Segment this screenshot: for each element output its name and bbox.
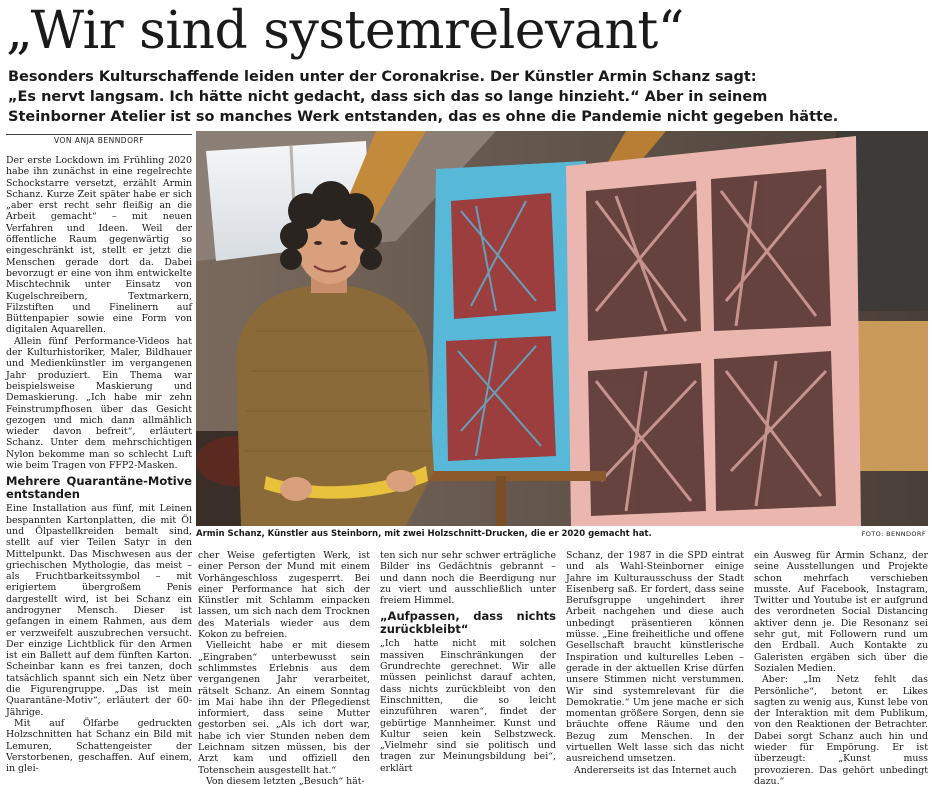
paragraph: Allein fünf Performance-Videos hat der Kulturhistoriker, Maler, Bildhauer und Medienkünstler im vergangenen Jahr produziert. Ein Thema war beispielsweise Maskierung und Demaskierung. „Ich habe mir zehn Feinstrumpfhosen über das Gesicht gezogen und mich dann allmählich wieder davon befreit“, erläutert Schanz. Unter dem mehrschichtigen Nylon bekomme man so schlecht Luft wie beim Tragen von FFP2-Masken. xyxy=(6,335,192,472)
paragraph: cher Weise gefertigten Werk, ist einer Person der Mund mit einem Vorhängeschloss zugesperrt. Bei einer Performance hat sich der Künstler mit Schlamm einpacken lassen, um sich nach dem Trocknen des Materials wieder aus dem Kokon zu befreien. xyxy=(198,550,370,641)
subheadline xyxy=(8,67,928,127)
subheadline-line: Steinborner Atelier ist so manches Werk entstanden, das es ohne die Pandemie nicht gegeben hätte. xyxy=(8,109,839,125)
paragraph: ein Ausweg für Armin Schanz, der seine Ausstellungen und Projekte schon mehrfach verschieben musste. Auf Facebook, Instagram, Twitter und Youtube ist er aufgrund des verordneten Social Distancing aktiver denn je. Die Resonanz sei sehr gut, mit Followern rund um den Erdball. Auch Kontakte zu Galeristen ergäben sich über die Sozialen Medien. xyxy=(754,550,928,674)
article-photo xyxy=(196,131,928,526)
section-heading: Mehrere Quarantäne-Motive entstanden xyxy=(6,474,192,502)
byline-rule xyxy=(6,134,192,135)
paragraph: ten sich nur sehr schwer erträgliche Bilder ins Gedächtnis gebrannt – und dann noch die Beerdigung nur zu viert und ausschließlich unter freiem Himmel. xyxy=(380,550,556,607)
paragraph: Mit auf Ölfarbe gedruckten Holzschnitten hat Schanz ein Bild mit Lemuren, Schattengeister der Verstorbenen, geschaffen. Auf einem, in glei- xyxy=(6,717,192,775)
photo-credit: FOTO: BENNDORF xyxy=(861,530,926,538)
paragraph: Schanz, der 1987 in die SPD eintrat und als Wahl-Steinborner einige Jahre im Kulturausschuss der Stadt Eisenberg saß. Er fordert, dass seine Berufsgruppe ungehindert ihrer Arbeit nachgehen und diese auch unbedingt präsentieren können müsse. „Eine freiheitliche und offene Gesellschaft braucht künstlerische Inspiration und kulturelles Leben – gerade in der aktuellen Krise dürfen unsere Stimmen nicht verstummen. Wir sind systemrelevant für die Demokratie.“ Um jene mache er sich momentan größere Sorgen, denn sie bräuchte offene Räume und den Bezug zum Menschen. In der virtuellen Welt lasse sich das nicht ausreichend umsetzen. xyxy=(566,550,744,765)
article-column-2 xyxy=(198,550,370,787)
paragraph: Von diesem letzten „Besuch“ hät- xyxy=(206,775,365,787)
paragraph: Eine Installation aus fünf, mit Leinen bespannten Kartonplatten, die mit Öl und Ölpastellkreiden bemalt sind, stellt auf vier Teilen Satyr in den Mittelpunkt. Das Mischwesen aus der griechischen Mythologie, das meist – als Fruchtbarkeitssymbol – mit erigiertem übergroßem Penis dargestellt wird, ist bei Schanz ein androgyner Mensch. Dieser ist gefangen in einem Rahmen, aus dem er verzweifelt auszubrechen versucht. Der einzige Lichtblick für den Armen ist ein Ballett auf dem fünften Karton. Scheinbar kann es frei tanzen, doch tatsächlich spannt sich ein Netz über die Figurengruppe. „Das ist mein Quarantäne-Motiv“, erläutert der 60-Jährige. xyxy=(6,503,192,718)
article-column-5 xyxy=(754,550,928,787)
article-column-3 xyxy=(380,550,556,780)
section-heading: „Aufpassen, dass nichts zurückbleibt“ xyxy=(380,609,556,637)
article-column-1 xyxy=(6,155,192,780)
paragraph: Andererseits ist das Internet auch xyxy=(574,764,737,776)
subheadline-line: „Es nervt langsam. Ich hätte nicht gedacht, dass sich das so lange hinzieht.“ Aber in seinem xyxy=(8,89,768,105)
article-column-4 xyxy=(566,550,744,780)
headline: „Wir sind systemrelevant“ xyxy=(6,1,684,61)
paragraph: Der erste Lockdown im Frühling 2020 habe ihn zunächst in eine regelrechte Schockstarre versetzt, erzählt Armin Schanz. Kurze Zeit später habe er sich „aber erst recht sehr fleißig an die Arbeit gemacht“ – mit neuen Verfahren und Ideen. Weil der öffentliche Raum gegenwärtig so eingeschränkt ist, stellt er jetzt die Menschen gerade dort da. Dabei bevorzugt er eine von ihm entwickelte Mischtechnik unter Einsatz von Kugelschreibern, Textmarkern, Filzstiften und Finelinern auf Büttenpapier sowie eine Form von digitalen Aquarellen. xyxy=(6,155,192,336)
subheadline-line: Besonders Kulturschaffende leiden unter der Coronakrise. Der Künstler Armin Schanz sagt: xyxy=(8,69,757,85)
photo-caption: Armin Schanz, Künstler aus Steinborn, mit zwei Holzschnitt-Drucken, die er 2020 gemacht hat. xyxy=(196,529,652,539)
paragraph: Vielleicht habe er mit diesem „Eingraben“ unterbewusst sein schlimmstes Erlebnis aus dem vergangenen Jahr verarbeitet, rätselt Schanz. An einem Sonntag im Mai habe ihn der Pflegedienst informiert, dass seine Mutter gestorben sei. „Als ich dort war, habe ich vier Stunden neben dem Leichnam sitzen müssen, bis der Arzt kam und offiziell den Totenschein ausgestellt hat.“ xyxy=(198,640,370,776)
paragraph: Aber: „Im Netz fehlt das Persönliche“, betont er. Likes sagten zu wenig aus, Kunst lebe von der Interaktion mit dem Publikum, von den Reaktionen der Betrachter. Dabei sorgt Schanz auch hin und wieder für Empörung. Er ist überzeugt: „Kunst muss provozieren. Das gehört unbedingt dazu.“ xyxy=(754,674,928,787)
photo-illustration xyxy=(196,131,928,526)
byline: VON ANJA BENNDORF xyxy=(53,136,145,145)
paragraph: „Ich hatte nicht mit solchen massiven Einschränkungen der Grundrechte gerechnet. Wir alle müssen peinlichst darauf achten, dass nichts zurückbleibt von den Einschnitten, die so leicht einzuführen waren“, findet der gebürtige Mannheimer. Kunst und Kultur seien kein Selbstzweck. „Vielmehr sind sie politisch und tragen zur Meinungsbildung bei“, erklärt xyxy=(380,638,556,774)
